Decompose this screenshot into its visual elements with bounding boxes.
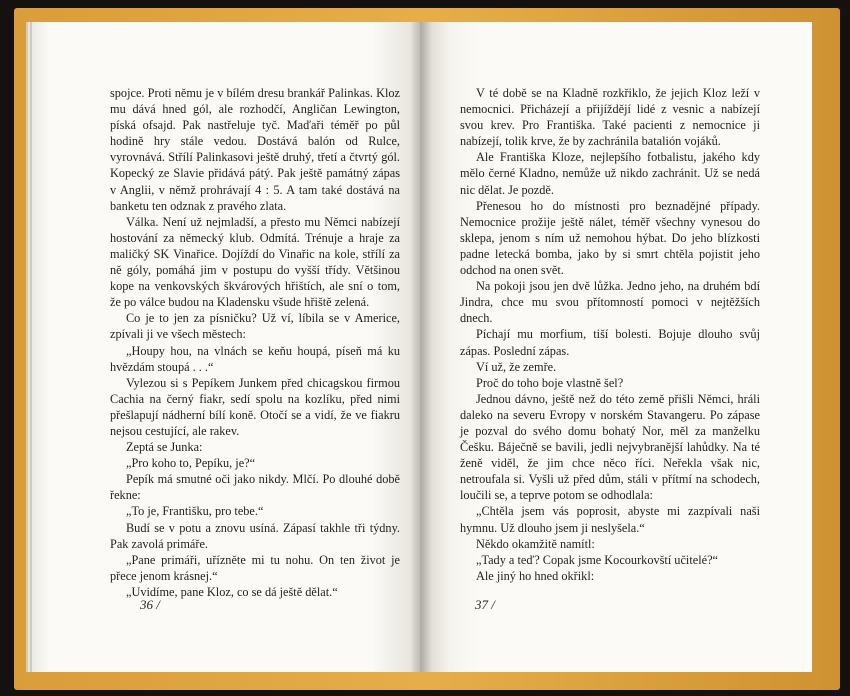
- book-gutter: [410, 22, 432, 672]
- paragraph: Pepík má smutné oči jako nikdy. Mlčí. Po dlouhé době řekne:: [110, 472, 400, 503]
- paragraph: V té době se na Kladně rozkřiklo, že jejich Kloz leží v nemocnici. Přicházejí a přijíždějí lidé z vesnic a nabízejí svou krev. Pro Františka. Také pacienti z nemocnice ji nabízejí, tolik krve, že by zachránila batalión vojáků.: [460, 86, 760, 149]
- paragraph: „Tady a teď? Copak jsme Kocourkovští učitelé?“: [475, 552, 718, 567]
- page-number: 37 /: [475, 597, 495, 612]
- paragraph: „Uvidíme, pane Kloz, co se dá ještě dělat.“: [125, 584, 338, 599]
- page-number: 36 /: [140, 597, 160, 612]
- paragraph: Píchají mu morfium, tiší bolesti. Bojuje dlouho svůj zápas. Poslední zápas.: [460, 327, 760, 358]
- paragraph: spojce. Proti němu je v bílém dresu brankář Palinkas. Kloz mu dává hned gól, ale rozhodčí, Angličan Lewington, píská ofsajd. Pak nastřeluje tyč. Maďaři téměř po půl hodině hry stále vedou. Dostává balón od Rulce, vyrovnává. Střílí Palinkasovi ještě druhý, třetí a čtvrtý gól. Kopecký ze Slavie přidává pátý. Pak ještě památný zápas v Anglii, v němž prohrávají 4 : 5. A tam také dostává na banketu ten odznak z pravého zlata.: [110, 86, 400, 213]
- paragraph: Ale jiný ho hned okřikl:: [475, 568, 595, 583]
- paragraph: „Chtěla jsem vás poprosit, abyste mi zazpívali naši hymnu. Už dlouho jsem ji neslyšela.“: [460, 504, 760, 535]
- paragraph: Válka. Není už nejmladší, a přesto mu Němci nabízejí hostování za německý klub. Odmítá. Trénuje a hraje za maličký SK Vinařice. Dojíždí do Vinařic na kole, střílí za ně góly, pomáhá jim v postupu do vyšší třídy. Většinou kope na venkovských škvárových hřištích, ale sní o tom, že po válce budou na Kladensku všude hřiště zelená.: [110, 214, 400, 310]
- paragraph: Zeptá se Junka:: [125, 440, 203, 455]
- paragraph: Na pokoji jsou jen dvě lůžka. Jedno jeho, na druhém bdí Jindra, chce mu svou přítomností pomoci v nejtěžších dnech.: [460, 279, 760, 326]
- paragraph: Co je to jen za písničku? Už ví, líbila se v Americe, zpívali ji ve všech městech:: [110, 311, 400, 342]
- left-page: [32, 22, 420, 672]
- paragraph: Ví už, že zemře.: [475, 359, 557, 374]
- paragraph: Ale Františka Kloze, nejlepšího fotbalistu, jakého kdy mělo černé Kladno, nemůže už nikdo zachránit. Už se nedá nic dělat. Je pozdě.: [460, 150, 760, 197]
- paragraph: Jednou dávno, ještě než do této země přišli Němci, hráli daleko na severu Evropy v norském Stavangeru. Po zápase je pozval do svého domu bohatý Nor, měl za manželku Češku. Báječně se bavili, jedli nejvybranější lahůdky. Na té ženě viděl, že jim chce něco říci. Neřekla však nic, netroufala si. Vyšli už před dům, stáli v přítmí na schodech, loučili se, a teprve potom se odhodlala:: [460, 391, 760, 503]
- left-page-text: [110, 85, 400, 600]
- paragraph: „Houpy hou, na vlnách se keňu houpá, píseň má ku hvězdám stoupá . . .“: [110, 343, 400, 374]
- paragraph: „Pane primáři, uřízněte mi tu nohu. On ten život je přece jenom krásnej.“: [110, 552, 400, 583]
- paragraph: Přenesou ho do místnosti pro beznadějné případy. Nemocnice prožije ještě nálet, téměř všechny vynesou do sklepa, jenom s ním už nemohou hýbat. Do jeho blízkosti padne letecká bomba, jako by si smrt chtěla pojistit jeho odchod na onen svět.: [460, 198, 760, 278]
- right-page: [420, 22, 812, 672]
- paragraph: „Pro koho to, Pepíku, je?“: [125, 456, 256, 471]
- paragraph: Budí se v potu a znovu usíná. Zápasí takhle tři týdny. Pak zavolá primáře.: [110, 520, 400, 551]
- right-page-text: [460, 85, 760, 584]
- paragraph: Proč do toho boje vlastně šel?: [475, 375, 624, 390]
- paragraph: Někdo okamžitě namítl:: [475, 536, 595, 551]
- paragraph: „To je, Františku, pro tebe.“: [125, 504, 264, 519]
- paragraph: Vylezou si s Pepíkem Junkem před chicagskou firmou Cachia na černý fiakr, sedí spolu na kozlíku, před nimi přešlapují nádherní bílí koně. Otočí se a vidí, že ve fiakru nejsou cestující, ale rakev.: [110, 375, 400, 438]
